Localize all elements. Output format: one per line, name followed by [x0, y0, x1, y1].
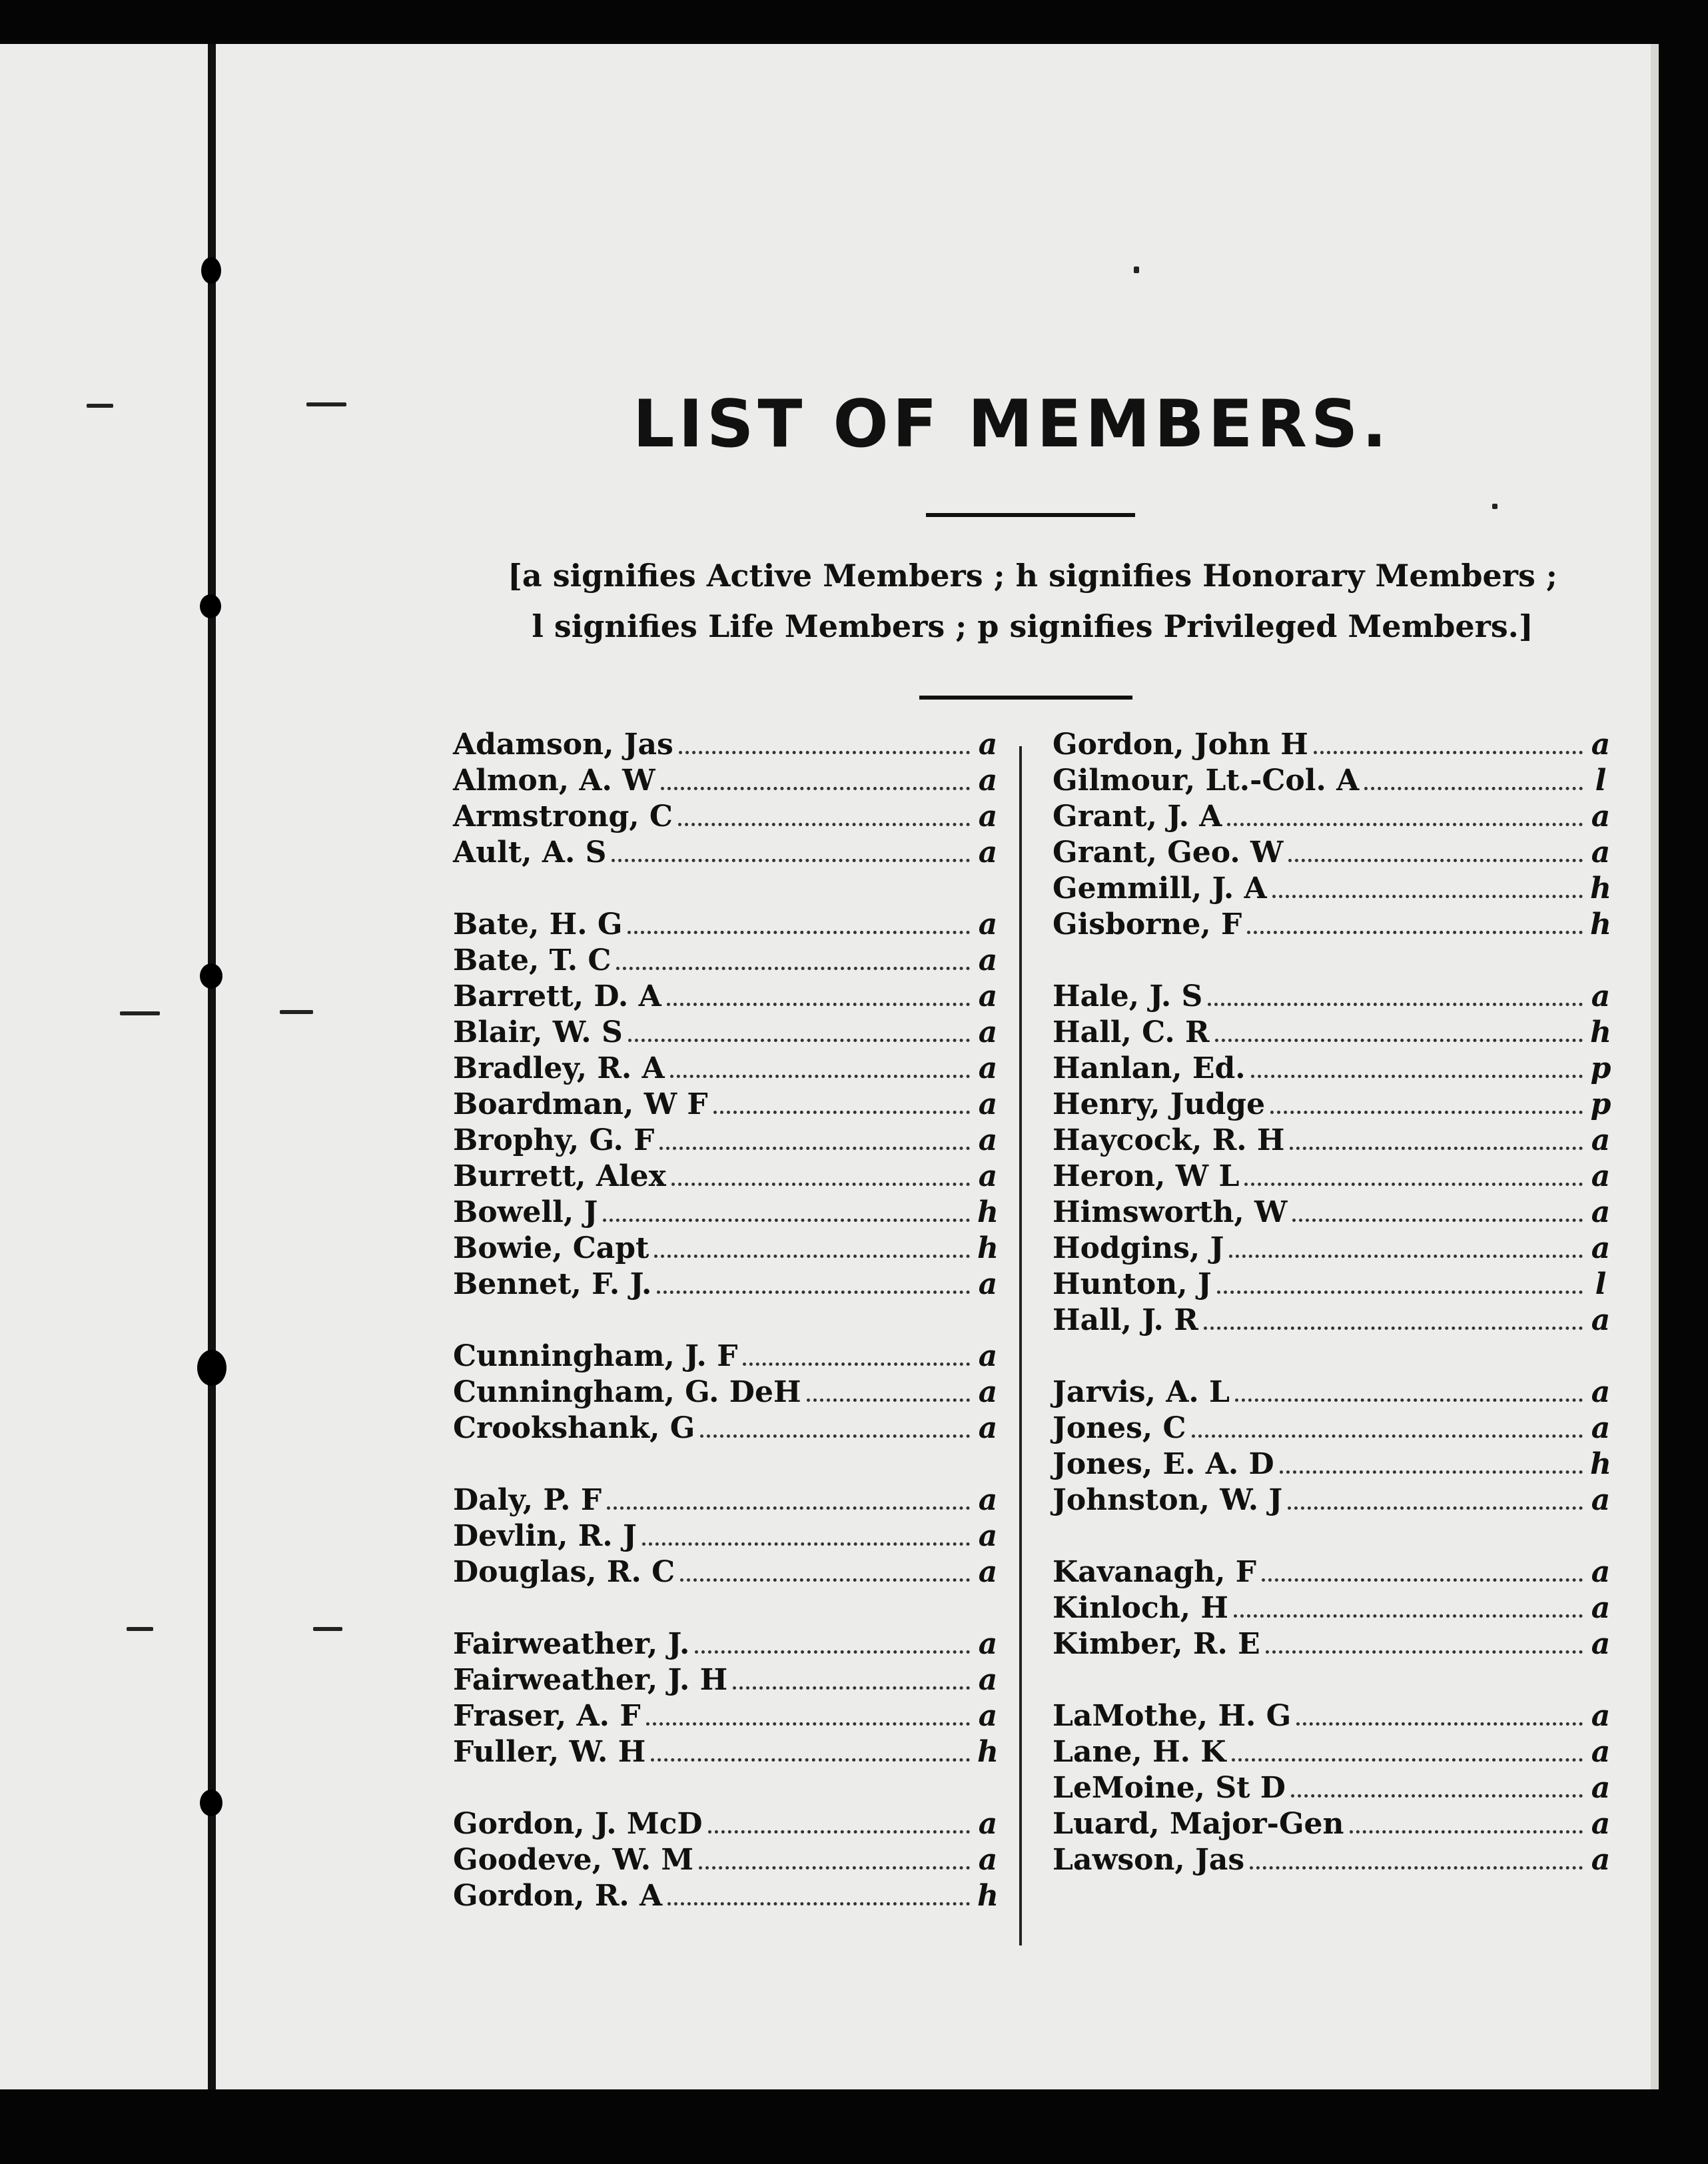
member-entry — [1053, 1375, 1612, 1411]
dot-leader — [1292, 1219, 1583, 1222]
member-name: Douglas, R. C — [453, 1555, 675, 1589]
member-entry — [453, 1015, 999, 1051]
member-name: Kavanagh, F — [1053, 1555, 1256, 1589]
dot-leader — [667, 1902, 970, 1905]
member-name: Grant, J. A — [1053, 800, 1222, 833]
dot-leader — [1288, 1506, 1583, 1510]
membership-code: a — [978, 1267, 998, 1301]
dot-leader — [680, 1578, 970, 1582]
member-name: Gordon, John H — [1053, 728, 1308, 762]
membership-code: h — [1590, 871, 1611, 905]
membership-code: a — [978, 1375, 998, 1409]
member-name: Gilmour, Lt.-Col. A — [1053, 764, 1360, 798]
member-group — [1053, 1375, 1612, 1519]
membership-code: a — [1591, 1231, 1611, 1265]
membership-code: a — [978, 1123, 998, 1157]
member-entry — [453, 1159, 999, 1195]
membership-code: a — [1591, 1771, 1611, 1805]
scan-speck — [306, 402, 346, 406]
member-entry — [453, 1627, 999, 1663]
scan-speck — [280, 1010, 313, 1014]
dot-leader — [603, 1219, 970, 1222]
membership-code: a — [1591, 1123, 1611, 1157]
dot-leader — [1266, 1650, 1583, 1654]
member-name: Burrett, Alex — [453, 1159, 666, 1193]
membership-code: a — [978, 943, 998, 977]
member-entry — [1053, 907, 1612, 943]
member-name: Ault, A. S — [453, 835, 607, 869]
membership-code: h — [977, 1195, 999, 1229]
member-entry — [1053, 835, 1612, 871]
member-name: Almon, A. W — [453, 764, 655, 798]
member-entry — [453, 1735, 999, 1771]
member-entry — [453, 979, 999, 1015]
membership-code: a — [978, 764, 998, 798]
membership-code: h — [977, 1231, 999, 1265]
member-name: Bate, T. C — [453, 943, 612, 977]
membership-code: a — [978, 728, 998, 762]
member-name: Gisborne, F — [1053, 907, 1242, 941]
dot-leader — [1232, 1758, 1583, 1762]
member-entry — [1053, 1087, 1612, 1123]
scan-speck — [87, 404, 113, 408]
member-name: LeMoine, St D — [1053, 1771, 1286, 1805]
binding-knot — [200, 594, 221, 618]
member-name: Haycock, R. H — [1053, 1123, 1285, 1157]
dot-leader — [1364, 787, 1583, 790]
dot-leader — [678, 823, 970, 826]
member-group — [453, 1627, 999, 1771]
member-group — [1053, 1699, 1612, 1879]
dot-leader — [807, 1398, 970, 1402]
dot-leader — [1314, 751, 1583, 754]
member-name: Fairweather, J. — [453, 1627, 690, 1661]
dot-leader — [616, 967, 970, 970]
membership-code: a — [978, 1663, 998, 1697]
member-entry — [453, 1519, 999, 1555]
dot-leader — [1272, 895, 1583, 898]
member-name: Luard, Major-Gen — [1053, 1807, 1344, 1841]
member-name: Hunton, J — [1053, 1267, 1212, 1301]
dot-leader — [1204, 1327, 1583, 1330]
legend-line: l signifies Life Members ; p signifies Privileged Members.] — [532, 608, 1533, 644]
member-entry — [453, 1375, 999, 1411]
member-entry — [1053, 1843, 1612, 1879]
member-entry — [453, 1051, 999, 1087]
dot-leader — [612, 859, 970, 862]
dot-leader — [743, 1362, 970, 1366]
membership-code: a — [1591, 1555, 1611, 1589]
dot-leader — [1244, 1183, 1583, 1186]
dot-leader — [661, 787, 970, 790]
member-entry — [453, 1843, 999, 1879]
membership-code: a — [978, 1159, 998, 1193]
membership-code: a — [978, 1051, 998, 1085]
dot-leader — [1217, 1291, 1583, 1294]
dot-leader — [733, 1686, 970, 1690]
dot-leader — [667, 1003, 970, 1006]
page-edge — [1651, 44, 1659, 2089]
membership-code: h — [977, 1879, 999, 1913]
member-name: Hall, C. R — [1053, 1015, 1210, 1049]
member-entry — [453, 800, 999, 835]
member-group — [1053, 1555, 1612, 1663]
member-entry — [1053, 764, 1612, 800]
member-entry — [453, 1879, 999, 1915]
member-entry — [453, 1807, 999, 1843]
dot-leader — [628, 1039, 970, 1042]
member-name: Devlin, R. J — [453, 1519, 637, 1553]
dot-leader — [713, 1111, 970, 1114]
membership-code: a — [978, 1015, 998, 1049]
member-name: Henry, Judge — [1053, 1087, 1266, 1121]
member-entry — [453, 907, 999, 943]
column-divider — [1019, 746, 1022, 1945]
member-entry — [1053, 1303, 1612, 1339]
member-entry — [1053, 1195, 1612, 1231]
member-entry — [453, 1339, 999, 1375]
member-group — [453, 728, 999, 871]
member-name: Gordon, J. McD — [453, 1807, 703, 1841]
member-entry — [1053, 1411, 1612, 1447]
dot-leader — [699, 1866, 970, 1870]
membership-code: a — [978, 835, 998, 869]
member-entry — [453, 1231, 999, 1267]
membership-code: a — [1591, 1195, 1611, 1229]
legend-line: [a signifies Active Members ; h signifies Honorary Members ; — [508, 558, 1557, 594]
member-entry — [1053, 1015, 1612, 1051]
member-name: Lawson, Jas — [1053, 1843, 1245, 1877]
dot-leader — [1250, 1866, 1583, 1870]
scan-speck — [127, 1627, 153, 1631]
member-name: Blair, W. S — [453, 1015, 623, 1049]
member-entry — [1053, 1735, 1612, 1771]
member-entry — [1053, 871, 1612, 907]
dot-leader — [646, 1722, 970, 1726]
membership-code: a — [978, 979, 998, 1013]
dot-leader — [1270, 1111, 1583, 1114]
membership-code: a — [1591, 1699, 1611, 1733]
member-name: Daly, P. F — [453, 1483, 602, 1517]
member-entry — [1053, 1627, 1612, 1663]
membership-code: a — [1591, 1483, 1611, 1517]
membership-code: h — [977, 1735, 999, 1769]
member-name: Fraser, A. F — [453, 1699, 641, 1733]
member-column-left — [453, 728, 999, 1951]
membership-code: a — [1591, 1627, 1611, 1661]
membership-code: a — [1591, 1591, 1611, 1625]
dot-leader — [1229, 1255, 1583, 1258]
legend-rule — [919, 696, 1132, 700]
member-name: Hall, J. R — [1053, 1303, 1198, 1337]
member-entry — [1053, 1699, 1612, 1735]
dot-leader — [1280, 1470, 1583, 1474]
dot-leader — [607, 1506, 970, 1510]
member-group — [453, 1483, 999, 1591]
member-name: Fuller, W. H — [453, 1735, 646, 1769]
member-entry — [1053, 1159, 1612, 1195]
member-group — [453, 1339, 999, 1447]
membership-code: a — [978, 1087, 998, 1121]
membership-code: a — [978, 1843, 998, 1877]
binding-knot — [200, 1790, 222, 1816]
dot-leader — [628, 931, 970, 934]
member-entry — [453, 764, 999, 800]
member-name: Hodgins, J — [1053, 1231, 1224, 1265]
dot-leader — [654, 1255, 970, 1258]
member-entry — [1053, 1555, 1612, 1591]
member-name: Bowie, Capt — [453, 1231, 649, 1265]
member-name: Bennet, F. J. — [453, 1267, 652, 1301]
member-name: Gemmill, J. A — [1053, 871, 1267, 905]
member-name: Kinloch, H — [1053, 1591, 1228, 1625]
dot-leader — [1251, 1075, 1583, 1078]
membership-code: h — [1590, 1015, 1611, 1049]
membership-code: p — [1590, 1051, 1611, 1085]
dot-leader — [1288, 859, 1583, 862]
membership-code: p — [1590, 1087, 1611, 1121]
dot-leader — [1262, 1578, 1583, 1582]
title-rule — [926, 513, 1135, 517]
member-name: Lane, H. K — [1053, 1735, 1226, 1769]
membership-code: a — [978, 1699, 998, 1733]
member-entry — [453, 1087, 999, 1123]
member-group — [453, 1807, 999, 1915]
dot-leader — [671, 1183, 970, 1186]
dot-leader — [1227, 823, 1583, 826]
member-entry — [1053, 1231, 1612, 1267]
dot-leader — [679, 751, 970, 754]
dot-leader — [670, 1075, 970, 1078]
membership-code: a — [978, 1807, 998, 1841]
member-entry — [453, 1555, 999, 1591]
member-entry — [1053, 979, 1612, 1015]
dot-leader — [1350, 1830, 1583, 1834]
member-entry — [1053, 1591, 1612, 1627]
member-entry — [453, 1699, 999, 1735]
binding-knot — [200, 963, 222, 989]
member-name: Armstrong, C — [453, 800, 673, 833]
member-name: Bate, H. G — [453, 907, 623, 941]
dot-leader — [695, 1650, 970, 1654]
dot-leader — [1247, 931, 1583, 934]
member-name: Cunningham, G. DeH — [453, 1375, 801, 1409]
member-entry — [1053, 1771, 1612, 1807]
member-name: Johnston, W. J — [1053, 1483, 1283, 1517]
membership-code: a — [978, 1519, 998, 1553]
member-name: Adamson, Jas — [453, 728, 673, 762]
member-group — [1053, 728, 1612, 943]
member-name: Bowell, J — [453, 1195, 598, 1229]
dot-leader — [1290, 1147, 1583, 1150]
binding-knot — [201, 257, 221, 284]
member-name: Kimber, R. E — [1053, 1627, 1260, 1661]
member-name: LaMothe, H. G — [1053, 1699, 1292, 1733]
membership-code: a — [1591, 800, 1611, 833]
member-entry — [1053, 1807, 1612, 1843]
membership-code: a — [1591, 1735, 1611, 1769]
membership-code: a — [978, 1627, 998, 1661]
dot-leader — [700, 1434, 970, 1438]
member-name: Boardman, W F — [453, 1087, 708, 1121]
member-entry — [453, 728, 999, 764]
membership-code: a — [1591, 1411, 1611, 1445]
member-entry — [453, 1483, 999, 1519]
membership-code: a — [978, 1411, 998, 1445]
member-entry — [453, 1123, 999, 1159]
dot-leader — [659, 1147, 970, 1150]
member-name: Cunningham, J. F — [453, 1339, 738, 1373]
member-name: Hale, J. S — [1053, 979, 1203, 1013]
page-title: LIST OF MEMBERS. — [633, 386, 1391, 462]
membership-code: a — [1591, 1843, 1611, 1877]
membership-code: a — [1591, 1303, 1611, 1337]
membership-code: a — [978, 1483, 998, 1517]
dot-leader — [1208, 1003, 1583, 1006]
membership-code: l — [1595, 1267, 1607, 1301]
member-entry — [1053, 728, 1612, 764]
dot-leader — [651, 1758, 970, 1762]
member-name: Heron, W L — [1053, 1159, 1240, 1193]
scan-speck — [313, 1627, 342, 1631]
member-entry — [453, 1663, 999, 1699]
dot-leader — [1234, 1614, 1583, 1618]
member-name: Brophy, G. F — [453, 1123, 655, 1157]
membership-code: a — [1591, 979, 1611, 1013]
member-name: Crookshank, G — [453, 1411, 695, 1445]
member-group — [1053, 979, 1612, 1339]
member-name: Grant, Geo. W — [1053, 835, 1284, 869]
member-entry — [1053, 1447, 1612, 1483]
membership-code: h — [1590, 1447, 1611, 1481]
member-name: Fairweather, J. H — [453, 1663, 728, 1697]
member-name: Jarvis, A. L — [1053, 1375, 1230, 1409]
member-name: Bradley, R. A — [453, 1051, 665, 1085]
member-entry — [1053, 800, 1612, 835]
dot-leader — [657, 1291, 970, 1294]
member-name: Jones, C — [1053, 1411, 1186, 1445]
dot-leader — [708, 1830, 970, 1834]
member-name: Himsworth, W — [1053, 1195, 1288, 1229]
dot-leader — [1235, 1398, 1583, 1402]
dot-leader — [642, 1542, 970, 1546]
dot-leader — [1215, 1039, 1583, 1042]
membership-code: a — [1591, 728, 1611, 762]
membership-code: a — [978, 800, 998, 833]
legend — [466, 550, 1599, 652]
member-name: Barrett, D. A — [453, 979, 661, 1013]
membership-code: a — [978, 1555, 998, 1589]
member-entry — [1053, 1123, 1612, 1159]
member-entry — [453, 943, 999, 979]
member-name: Goodeve, W. M — [453, 1843, 694, 1877]
binding-line — [208, 44, 216, 2089]
membership-code: h — [1590, 907, 1611, 941]
member-name: Jones, E. A. D — [1053, 1447, 1274, 1481]
member-name: Gordon, R. A — [453, 1879, 663, 1913]
binding-knot — [197, 1350, 226, 1386]
member-entry — [1053, 1483, 1612, 1519]
dot-leader — [1296, 1722, 1583, 1726]
scan-speck — [1134, 267, 1139, 273]
dot-leader — [1192, 1434, 1583, 1438]
member-entry — [453, 1195, 999, 1231]
membership-code: a — [1591, 1375, 1611, 1409]
membership-code: a — [978, 1339, 998, 1373]
scan-speck — [120, 1011, 160, 1015]
member-entry — [1053, 1267, 1612, 1303]
member-entry — [453, 835, 999, 871]
member-group — [453, 907, 999, 1303]
membership-code: a — [1591, 1807, 1611, 1841]
member-name: Hanlan, Ed. — [1053, 1051, 1246, 1085]
membership-code: a — [1591, 835, 1611, 869]
member-entry — [453, 1267, 999, 1303]
scan-speck — [1492, 504, 1497, 509]
membership-code: l — [1595, 764, 1607, 798]
member-column-right — [1053, 728, 1612, 1915]
member-entry — [453, 1411, 999, 1447]
member-entry — [1053, 1051, 1612, 1087]
membership-code: a — [978, 907, 998, 941]
dot-leader — [1291, 1794, 1583, 1798]
membership-code: a — [1591, 1159, 1611, 1193]
